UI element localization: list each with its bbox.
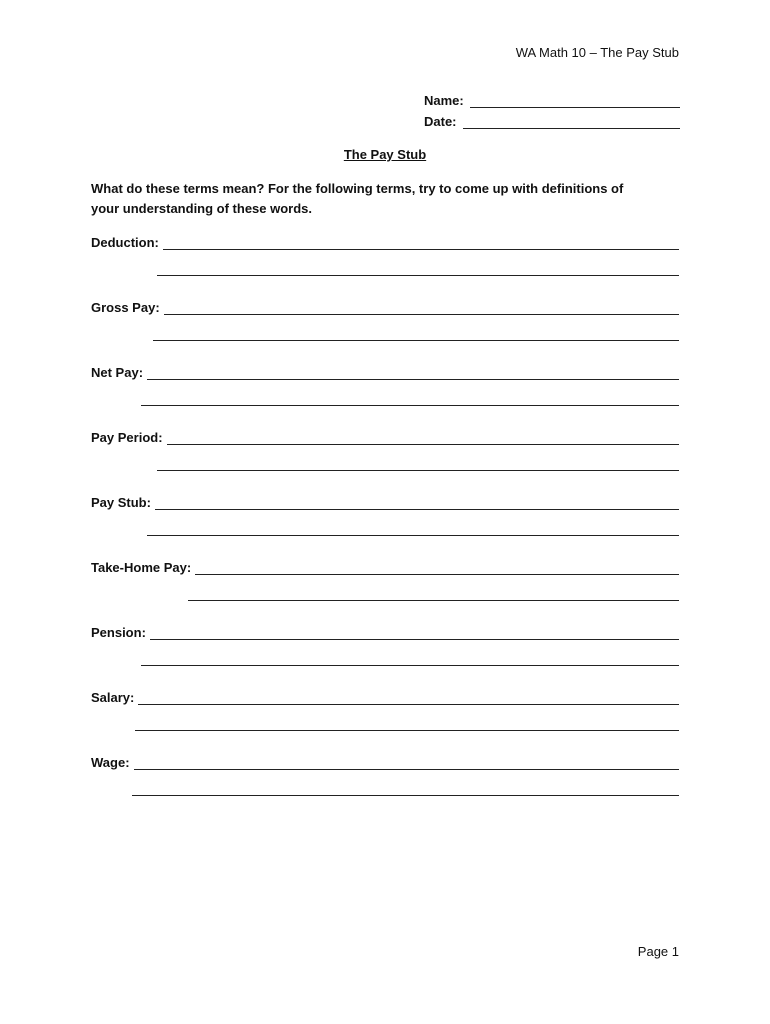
answer-line (195, 562, 679, 575)
name-blank-line (470, 95, 680, 108)
term-pay-stub (91, 492, 679, 536)
instructions-text: What do these terms mean? For the following terms, try to come up with definitions of your understanding of these words. (91, 181, 624, 216)
term-wage (91, 752, 679, 796)
answer-line (132, 783, 679, 796)
answer-line (150, 627, 679, 640)
header-title: WA Math 10 – The Pay Stub (515, 45, 679, 60)
document-title: The Pay Stub (343, 147, 427, 162)
answer-line (134, 757, 679, 770)
term-label: Net Pay: (91, 365, 144, 380)
term-gross-pay (91, 297, 679, 341)
name-field (424, 93, 680, 108)
date-field (424, 114, 680, 129)
answer-line (188, 588, 679, 601)
term-label: Wage: (91, 755, 130, 770)
answer-line (157, 263, 679, 276)
term-pension (91, 622, 679, 666)
name-label: Name: (424, 93, 464, 108)
term-label: Deduction: (91, 235, 159, 250)
term-label: Gross Pay: (91, 300, 160, 315)
term-pay-period (91, 427, 679, 471)
term-salary (91, 687, 679, 731)
answer-line (163, 237, 679, 250)
term-label: Pay Period: (91, 430, 163, 445)
term-label: Take-Home Pay: (91, 560, 192, 575)
term-label: Pay Stub: (91, 495, 151, 510)
term-deduction (91, 232, 679, 276)
answer-line (167, 432, 679, 445)
answer-line (141, 393, 679, 406)
answer-line (141, 653, 679, 666)
answer-line (157, 458, 679, 471)
answer-line (147, 367, 679, 380)
answer-line (147, 523, 679, 536)
page-number: Page 1 (637, 944, 679, 959)
term-take-home-pay (91, 557, 679, 601)
answer-line (138, 692, 679, 705)
date-label: Date: (424, 114, 457, 129)
term-label: Salary: (91, 690, 135, 705)
date-blank-line (463, 116, 680, 129)
answer-line (164, 302, 679, 315)
answer-line (153, 328, 679, 341)
answer-line (155, 497, 679, 510)
term-net-pay (91, 362, 679, 406)
answer-line (135, 718, 679, 731)
term-label: Pension: (91, 625, 146, 640)
